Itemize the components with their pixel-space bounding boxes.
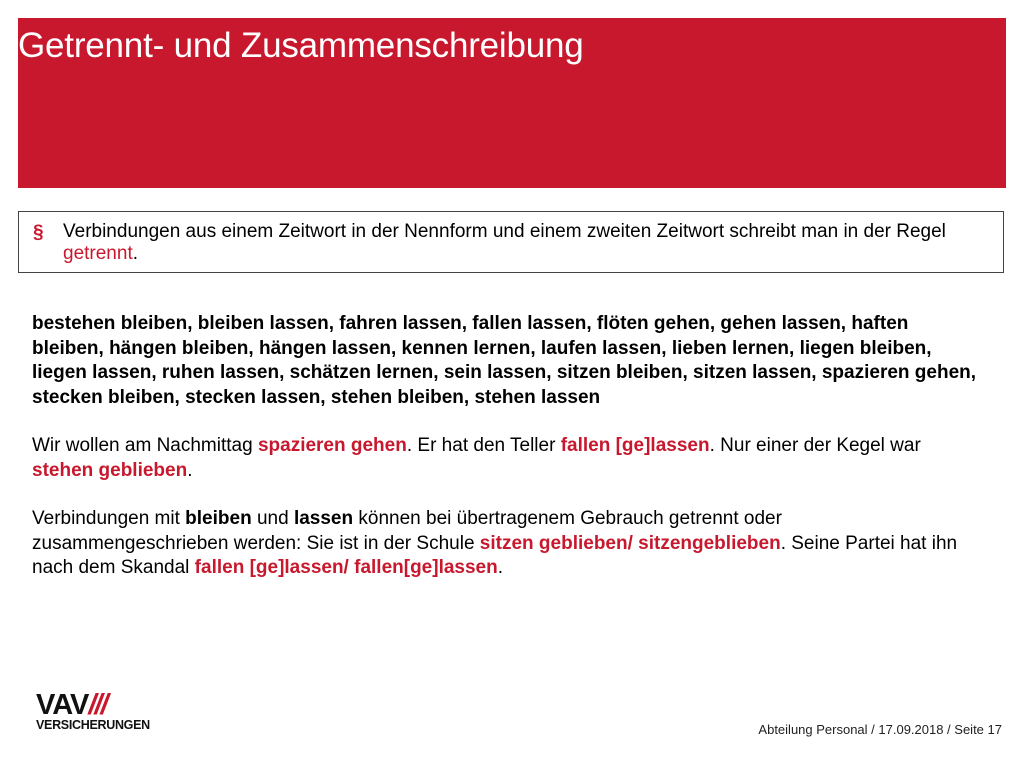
- logo-vav-text: VAV: [36, 689, 89, 721]
- example1-text-3: . Nur einer der Kegel war: [709, 435, 921, 456]
- example2-bold-1: bleiben: [185, 508, 252, 529]
- example1-text-4: .: [187, 459, 193, 481]
- logo-subtitle: VERSICHERUNGEN: [36, 718, 150, 732]
- example2-highlight-2: fallen [ge]lassen/ fallen[ge]lassen: [194, 557, 498, 578]
- slide-title: Getrennt- und Zusammenschreibung: [18, 26, 584, 65]
- example-paragraph-2: [32, 507, 982, 581]
- paragraph-bullet-icon: §: [33, 222, 44, 243]
- rule-text-before: Verbindungen aus einem Zeitwort in der Nennform und einem zweiten Zeitwort schreibt man in der Regel: [63, 221, 946, 242]
- example1-highlight-1: spazieren gehen: [257, 435, 407, 456]
- logo-slashes-icon: ///: [88, 689, 107, 721]
- rule-text: [63, 221, 995, 265]
- example2-text-4: . Seine Partei hat ihn nach dem Skandal: [32, 532, 958, 578]
- example1-highlight-2: fallen [ge]lassen: [560, 435, 710, 456]
- rule-highlight: getrennt: [63, 243, 133, 264]
- verb-list: bestehen bleiben, bleiben lassen, fahren lassen, fallen lassen, flöten gehen, gehen lassen, haften bleiben, hängen bleiben, hängen lassen, kennen lernen, laufen lassen, lieben lernen, liegen bleiben, liegen lassen, ruhen lassen, schätzen lernen, sein lassen, sitzen bleiben, sitzen lassen, spazieren gehen, stecken bleiben, stecken lassen, stehen bleiben, stehen lassen: [32, 313, 977, 408]
- example1-highlight-3: stehen geblieben: [32, 459, 188, 481]
- example2-text-1: Verbindungen mit: [32, 508, 186, 529]
- example1-text-2: . Er hat den Teller: [406, 435, 561, 456]
- rule-box: [18, 211, 1004, 273]
- logo-wordmark: [36, 689, 150, 721]
- example2-highlight-1: sitzen geblieben/ sitzengeblieben: [479, 532, 781, 554]
- footer-text: Abteilung Personal / 17.09.2018 / Seite 17: [758, 722, 1002, 737]
- example2-text-2: und: [251, 508, 294, 529]
- rule-text-after: .: [132, 243, 139, 264]
- example2-text-5: .: [497, 557, 503, 578]
- vav-logo: [36, 689, 150, 732]
- example1-text-1: Wir wollen am Nachmittag: [32, 435, 258, 456]
- example2-text-3: können bei übertragenem Gebrauch getrennt oder zusammengeschrieben werden: Sie ist in der Schule: [32, 508, 782, 554]
- slide-content: [32, 312, 982, 605]
- example-paragraph-1: [32, 434, 982, 483]
- example2-bold-2: lassen: [293, 508, 354, 529]
